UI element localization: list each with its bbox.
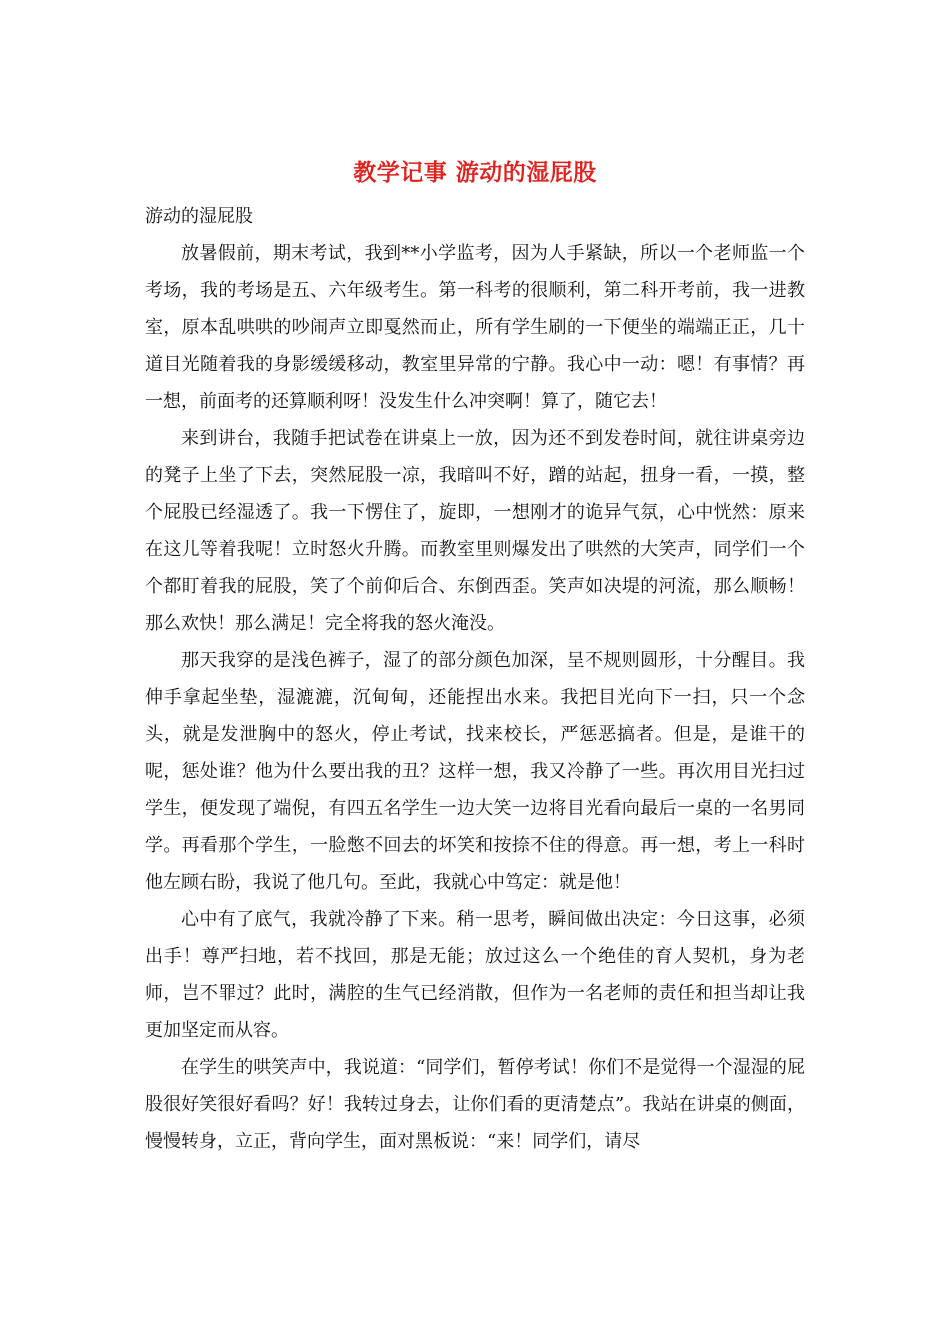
- paragraph-3: 那天我穿的是浅色裤子，湿了的部分颜色加深，呈不规则圆形，十分醒目。我伸手拿起坐垫，湿漉漉，沉甸甸，还能捏出水来。我把目光向下一扫，只一个念头，就是发泄胸中的怒火，停止考试，找来校长，严惩恶搞者。但是，是谁干的呢，惩处谁？他为什么要出我的丑？这样一想，我又冷静了一些。再次用目光扫过学生，便发现了端倪，有四五名学生一边大笑一边将目光看向最后一桌的一名男同学。再看那个学生，一脸憋不回去的坏笑和按捺不住的得意。再一想，考上一科时他左顾右盼，我说了他几句。至此，我就心中笃定：就是他！: [145, 650, 805, 893]
- paragraph-2: 来到讲台，我随手把试卷在讲桌上一放，因为还不到发卷时间，就往讲桌旁边的凳子上坐了下去，突然屁股一凉，我暗叫不好，蹭的站起，扭身一看，一摸，整个屁股已经湿透了。我一下愣住了，旋即，一想刚才的诡异气氛，心中恍然：原来在这儿等着我呢！立时怒火升腾。而教室里则爆发出了哄然的大笑声，同学们一个个都盯着我的屁股，笑了个前仰后合、东倒西歪。笑声如决堤的河流，那么顺畅！那么欢快！那么满足！完全将我的怒火淹没。: [145, 428, 805, 634]
- paragraph-1: 放暑假前，期末考试，我到**小学监考，因为人手紧缺，所以一个老师监一个考场，我的考场是五、六年级考生。第一科考的很顺利，第二科开考前，我一进教室，原本乱哄哄的吵闹声立即戛然而止，所有学生刷的一下便坐的端端正正，几十道目光随着我的身影缓缓移动，教室里异常的宁静。我心中一动：嗯！有事情？再一想，前面考的还算顺利呀！没发生什么冲突啊！算了，随它去！: [145, 243, 805, 412]
- paragraph-4: 心中有了底气，我就冷静了下来。稍一思考，瞬间做出决定：今日这事，必须出手！尊严扫地，若不找回，那是无能；放过这么一个绝佳的育人契机，身为老师，岂不罪过？此时，满腔的生气已经消散，但作为一名老师的责任和担当却让我更加坚定而从容。: [145, 909, 805, 1041]
- document-subtitle: 游动的湿屁股: [145, 206, 253, 227]
- document-body: [145, 198, 805, 1160]
- paragraph-5: 在学生的哄笑声中，我说道：“同学们，暂停考试！你们不是觉得一个湿湿的屁股很好笑很好看吗？好！我转过身去，让你们看的更清楚点”。我站在讲桌的侧面，慢慢转身，立正，背向学生，面对黑板说：“来！同学们，请尽: [145, 1057, 805, 1152]
- document-title: 教学记事 游动的湿屁股: [353, 159, 597, 186]
